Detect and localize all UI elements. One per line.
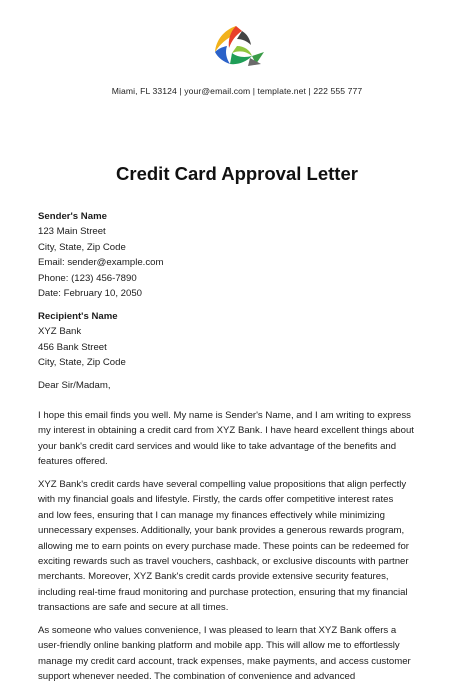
paragraph-line: manage my credit card account, track expenses, make payments, and access customer <box>38 655 411 667</box>
letter-date: Date: February 10, 2050 <box>38 288 142 300</box>
paragraph-line: features offered. <box>38 456 108 468</box>
paragraph-3 <box>38 623 438 685</box>
recipient-block <box>38 309 438 371</box>
paragraph-1 <box>38 408 438 470</box>
paragraph-line: unnecessary expenses. Additionally, your bank provides a generous rewards program, <box>38 525 405 537</box>
sender-block <box>38 209 438 301</box>
paragraph-line: I hope this email finds you well. My name is Sender's Name, and I am writing to express <box>38 410 411 421</box>
paragraph-line: allowing me to earn points on every purchase made. These points can be redeemed for <box>38 540 409 552</box>
letter-title: Credit Card Approval Letter <box>116 163 358 184</box>
paragraph-line: XYZ Bank's credit cards have several compelling value propositions that align perfectly <box>38 479 407 490</box>
paragraph-line: merchants. Moreover, XYZ Bank's credit cards provide extensive security features, <box>38 571 389 583</box>
paragraph-line: and low fees, ensuring that I can manage my finances effectively while minimizing <box>38 509 385 521</box>
paragraph-line: support whenever needed. The combination of convenience and advanced <box>38 671 356 683</box>
contact-info-line: Miami, FL 33124 | your@email.com | template.net | 222 555 777 <box>111 86 363 96</box>
recipient-name-heading: Recipient's Name <box>38 311 118 322</box>
paragraph-line: including real-time fraud monitoring and purchase protection, ensuring that my financial <box>38 586 408 598</box>
paragraph-line: As someone who values convenience, I was pleased to learn that XYZ Bank offers a <box>38 625 397 636</box>
paragraph-line: your bank's credit card services and would like to take advantage of the benefits and <box>38 440 397 452</box>
sender-name-heading: Sender's Name <box>38 211 107 222</box>
salutation-text: Dear Sir/Madam, <box>38 380 111 391</box>
recipient-bank: XYZ Bank <box>38 326 82 338</box>
paragraph-line: with my financial goals and lifestyle. Firstly, the cards offer competitive interest rates <box>38 494 394 506</box>
paragraph-line: user-friendly online banking platform and mobile app. This will allow me to effortlessly <box>38 640 400 652</box>
recipient-address: 456 Bank Street <box>38 341 107 353</box>
paragraph-line: my interest in obtaining a credit card from XYZ Bank. I have heard excellent things about <box>38 425 414 437</box>
paragraph-line: exciting rewards such as travel vouchers, cashback, or exclusive discounts with partner <box>38 556 409 568</box>
sender-city-state-zip: City, State, Zip Code <box>38 241 126 253</box>
recipient-city-state-zip: City, State, Zip Code <box>38 357 126 369</box>
sender-email: Email: sender@example.com <box>38 257 164 269</box>
paragraph-line: transactions are safe and secure at all times. <box>38 602 229 614</box>
sender-address: 123 Main Street <box>38 226 106 238</box>
company-logo-icon <box>206 20 268 76</box>
sender-phone: Phone: (123) 456-7890 <box>38 272 137 284</box>
paragraph-2 <box>38 477 438 616</box>
salutation <box>38 378 438 393</box>
